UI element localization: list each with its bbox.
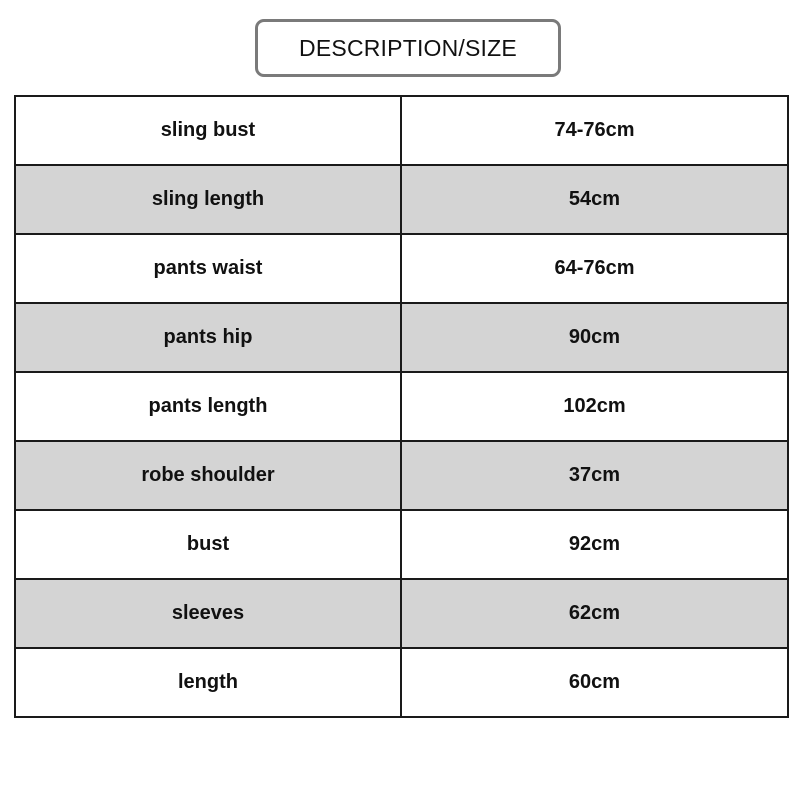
row-description: sleeves [15, 579, 401, 648]
size-table [14, 95, 789, 718]
table-row [15, 579, 788, 648]
row-description: pants hip [15, 303, 401, 372]
row-description: sling length [15, 165, 401, 234]
row-description: pants waist [15, 234, 401, 303]
row-value: 62cm [401, 579, 788, 648]
row-value: 74-76cm [401, 96, 788, 165]
row-description: length [15, 648, 401, 717]
row-value: 90cm [401, 303, 788, 372]
page-title: DESCRIPTION/SIZE [299, 34, 517, 61]
row-value: 102cm [401, 372, 788, 441]
row-description: sling bust [15, 96, 401, 165]
table-row [15, 441, 788, 510]
table-row [15, 165, 788, 234]
row-description: bust [15, 510, 401, 579]
table-row [15, 510, 788, 579]
row-value: 60cm [401, 648, 788, 717]
table-row [15, 234, 788, 303]
table-row [15, 648, 788, 717]
row-value: 92cm [401, 510, 788, 579]
table-row [15, 96, 788, 165]
row-value: 37cm [401, 441, 788, 510]
row-description: pants length [15, 372, 401, 441]
row-value: 54cm [401, 165, 788, 234]
row-description: robe shoulder [15, 441, 401, 510]
title-box [255, 19, 561, 77]
row-value: 64-76cm [401, 234, 788, 303]
table-row [15, 303, 788, 372]
table-row [15, 372, 788, 441]
